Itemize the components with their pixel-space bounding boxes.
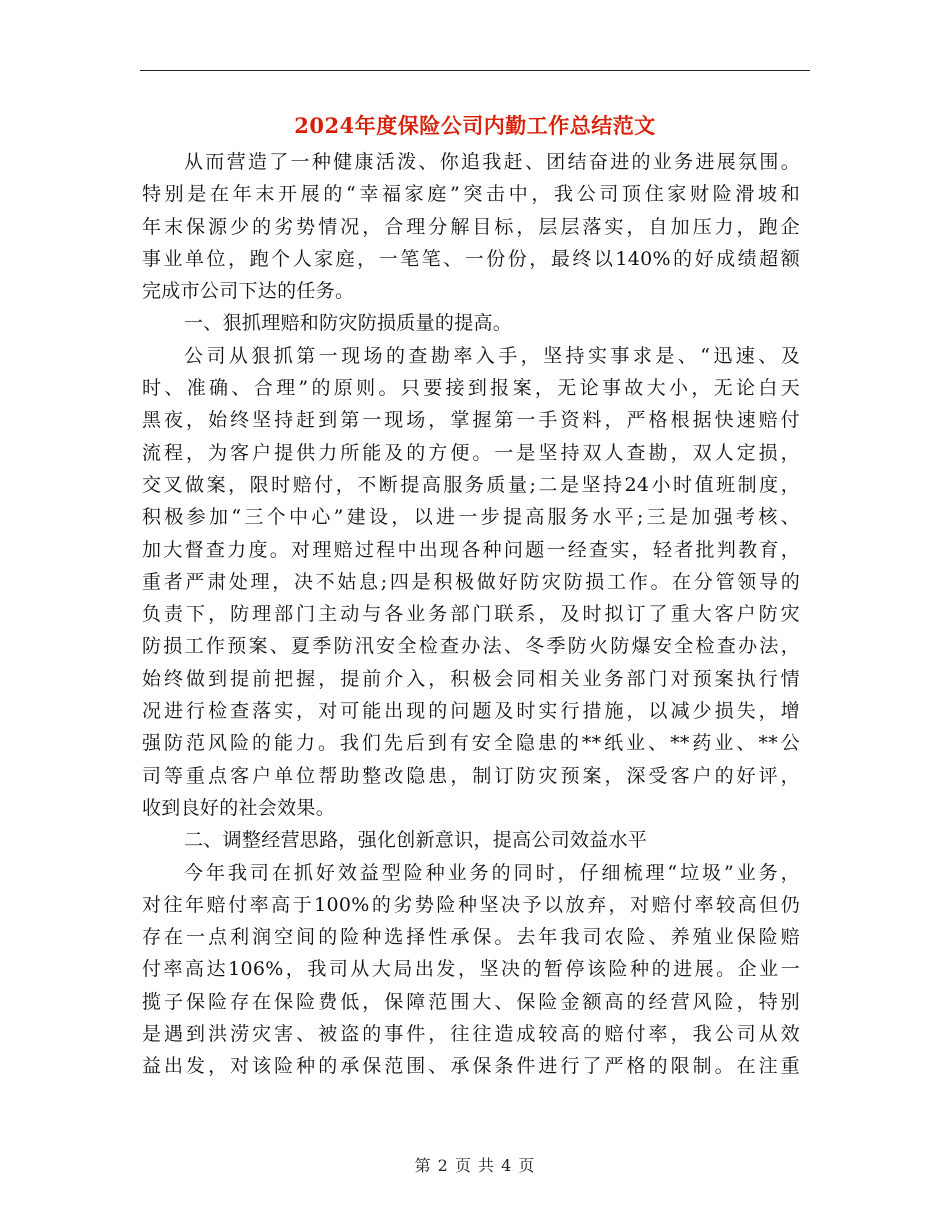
- body-line: 负责下，防理部门主动与各业务部门联系，及时拟订了重大客户防灾: [142, 603, 800, 626]
- body-line: 收到良好的社会效果。: [142, 796, 336, 819]
- section-heading: 二、调整经营思路，强化创新意识，提高公司效益水平: [184, 829, 648, 852]
- body-line: 交叉做案，限时赔付，不断提高服务质量;二是坚持24小时值班制度，: [142, 473, 800, 496]
- body-line: 强防范风险的能力。我们先后到有安全隐患的**纸业、**药业、**公: [142, 732, 800, 755]
- body-line: 司等重点客户单位帮助整改隐患，制订防灾预案，深受客户的好评，: [142, 764, 800, 787]
- body-line: 完成市公司下达的任务。: [142, 280, 355, 303]
- body-line: 年末保源少的劣势情况，合理分解目标，层层落实，自加压力，跑企: [142, 215, 800, 238]
- body-line: 事业单位，跑个人家庭，一笔笔、一份份，最终以140%的好成绩超额: [142, 247, 800, 270]
- body-line: 黑夜，始终坚持赶到第一现场，掌握第一手资料，严格根据快速赔付: [142, 409, 800, 432]
- body-line: 益出发，对该险种的承保范围、承保条件进行了严格的限制。在注重: [142, 1055, 800, 1078]
- section-heading: 一、狠抓理赔和防灾防损质量的提高。: [184, 312, 513, 335]
- body-line: 今年我司在抓好效益型险种业务的同时，仔细梳理“垃圾”业务，: [184, 861, 800, 884]
- body-line: 况进行检查落实，对可能出现的问题及时实行措施，以减少损失，增: [142, 700, 800, 723]
- header-rule: [140, 70, 810, 71]
- body-line: 是遇到洪涝灾害、被盗的事件，往往造成较高的赔付率，我公司从效: [142, 1023, 800, 1046]
- document-title: 2024年度保险公司内勤工作总结范文: [294, 113, 656, 138]
- body-line: 存在一点利润空间的险种选择性承保。去年我司农险、养殖业保险赔: [142, 926, 800, 949]
- body-line: 流程，为客户提供力所能及的方便。一是坚持双人查勘，双人定损，: [142, 441, 800, 464]
- body-line: 公司从狠抓第一现场的查勘率入手，坚持实事求是、“迅速、及: [184, 344, 800, 367]
- body-line: 对往年赔付率高于100%的劣势险种坚决予以放弃，对赔付率较高但仍: [142, 893, 800, 916]
- page-number-footer: 第 2 页 共 4 页: [414, 1156, 536, 1175]
- body-line: 付率高达106%，我司从大局出发，坚决的暂停该险种的进展。企业一: [142, 958, 800, 981]
- body-line: 从而营造了一种健康活泼、你追我赶、团结奋进的业务进展氛围。: [184, 151, 800, 173]
- body-line: 积极参加“三个中心”建设，以进一步提高服务水平;三是加强考核、: [142, 506, 800, 529]
- body-line: 特别是在年末开展的“幸福家庭”突击中，我公司顶住家财险滑坡和: [142, 183, 800, 206]
- body-line: 时、准确、合理”的原则。只要接到报案，无论事故大小，无论白天: [142, 377, 800, 400]
- document-body: [142, 146, 812, 1083]
- body-line: 始终做到提前把握，提前介入，积极会同相关业务部门对预案执行情: [142, 667, 800, 690]
- body-line: 防损工作预案、夏季防汛安全检查办法、冬季防火防爆安全检查办法，: [142, 635, 800, 658]
- body-line: 揽子保险存在保险费低，保障范围大、保险金额高的经营风险，特别: [142, 990, 800, 1013]
- body-line: 重者严肃处理，决不姑息;四是积极做好防灾防损工作。在分管领导的: [142, 570, 800, 593]
- body-line: 加大督查力度。对理赔过程中出现各种问题一经查实，轻者批判教育，: [142, 538, 800, 561]
